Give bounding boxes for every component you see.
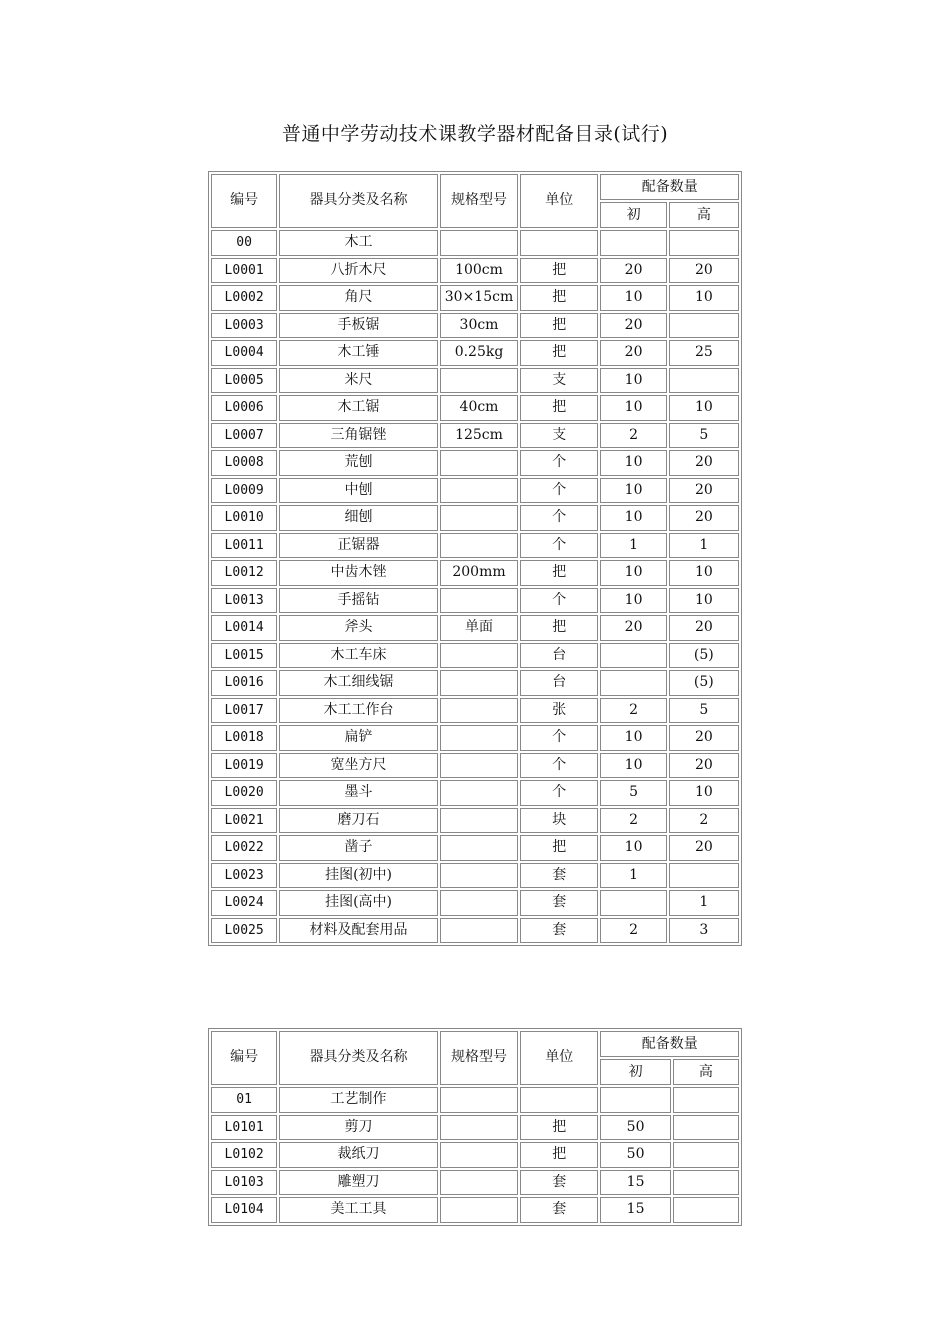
cell-unit: 台 — [520, 670, 598, 696]
cell-unit: 块 — [520, 808, 598, 834]
cell-name: 中齿木锉 — [279, 560, 438, 586]
cell-spec — [440, 698, 518, 724]
category-code: 00 — [211, 230, 277, 256]
cell-junior: 10 — [600, 505, 666, 531]
cell-unit: 把 — [520, 1142, 598, 1168]
cell-spec: 30×15cm — [440, 285, 518, 311]
table-row — [211, 368, 739, 394]
cell-code: L0012 — [211, 560, 277, 586]
cell-name: 木工锤 — [279, 340, 438, 366]
cell-junior: 5 — [600, 780, 666, 806]
cell-junior: 50 — [600, 1115, 670, 1141]
table-row — [211, 478, 739, 504]
table-row — [211, 258, 739, 284]
table-row — [211, 560, 739, 586]
table-row — [211, 615, 739, 641]
cell-code: L0020 — [211, 780, 277, 806]
cell-senior — [673, 1115, 739, 1141]
table-row — [211, 753, 739, 779]
cell-code: L0014 — [211, 615, 277, 641]
table-row — [211, 725, 739, 751]
cell-spec — [440, 505, 518, 531]
cell-junior — [600, 670, 666, 696]
cell-code: L0006 — [211, 395, 277, 421]
header-code: 编号 — [211, 1031, 277, 1085]
cell-junior: 10 — [600, 368, 666, 394]
cell-code: L0016 — [211, 670, 277, 696]
cell-spec — [440, 670, 518, 696]
cell-spec — [440, 918, 518, 944]
cell-spec — [440, 368, 518, 394]
cell-unit: 把 — [520, 313, 598, 339]
cell-code: L0004 — [211, 340, 277, 366]
cell-spec — [440, 1142, 518, 1168]
cell-unit: 把 — [520, 560, 598, 586]
table-row — [211, 450, 739, 476]
cell-senior: 20 — [669, 505, 739, 531]
cell-name: 美工工具 — [279, 1197, 438, 1223]
cell-code: L0001 — [211, 258, 277, 284]
cell-code: L0104 — [211, 1197, 277, 1223]
cell-unit: 个 — [520, 588, 598, 614]
cell-unit: 把 — [520, 340, 598, 366]
cell-name: 裁纸刀 — [279, 1142, 438, 1168]
cell-unit: 把 — [520, 395, 598, 421]
cell-code: L0015 — [211, 643, 277, 669]
cell-junior: 10 — [600, 395, 666, 421]
cell-senior: (5) — [669, 670, 739, 696]
cell-code: L0024 — [211, 890, 277, 916]
cell-junior: 1 — [600, 533, 666, 559]
cell-unit: 个 — [520, 450, 598, 476]
cell-spec: 125cm — [440, 423, 518, 449]
table-row — [211, 1115, 739, 1141]
cell-junior — [600, 890, 666, 916]
cell-senior: 10 — [669, 588, 739, 614]
cell-code: L0023 — [211, 863, 277, 889]
cell-code: L0005 — [211, 368, 277, 394]
cell-senior: 20 — [669, 615, 739, 641]
cell-junior: 10 — [600, 285, 666, 311]
cell-code: L0007 — [211, 423, 277, 449]
table-row — [211, 780, 739, 806]
cell-senior — [673, 1197, 739, 1223]
cell-senior: 10 — [669, 780, 739, 806]
cell-name: 木工车床 — [279, 643, 438, 669]
cell-code: L0103 — [211, 1170, 277, 1196]
category-senior — [673, 1087, 739, 1113]
cell-junior: 2 — [600, 698, 666, 724]
table-row — [211, 423, 739, 449]
cell-unit: 把 — [520, 615, 598, 641]
category-row — [211, 1087, 739, 1113]
cell-junior: 10 — [600, 560, 666, 586]
cell-unit: 个 — [520, 725, 598, 751]
cell-code: L0011 — [211, 533, 277, 559]
cell-junior: 2 — [600, 423, 666, 449]
cell-spec — [440, 643, 518, 669]
cell-name: 墨斗 — [279, 780, 438, 806]
cell-spec: 40cm — [440, 395, 518, 421]
table-row — [211, 670, 739, 696]
cell-unit: 套 — [520, 1197, 598, 1223]
table-row — [211, 395, 739, 421]
cell-senior: 20 — [669, 725, 739, 751]
header-senior: 高 — [673, 1059, 739, 1085]
cell-spec — [440, 863, 518, 889]
category-row — [211, 230, 739, 256]
cell-senior: 20 — [669, 450, 739, 476]
cell-senior: 20 — [669, 753, 739, 779]
equipment-table-crafts — [208, 1028, 742, 1226]
cell-unit: 个 — [520, 533, 598, 559]
cell-spec: 0.25kg — [440, 340, 518, 366]
cell-junior — [600, 643, 666, 669]
header-junior: 初 — [600, 202, 666, 228]
cell-name: 手摇钻 — [279, 588, 438, 614]
cell-code: L0025 — [211, 918, 277, 944]
cell-spec — [440, 1170, 518, 1196]
cell-code: L0013 — [211, 588, 277, 614]
cell-name: 剪刀 — [279, 1115, 438, 1141]
cell-senior: 10 — [669, 285, 739, 311]
table-row — [211, 313, 739, 339]
cell-spec: 30cm — [440, 313, 518, 339]
cell-senior: 3 — [669, 918, 739, 944]
cell-senior: 20 — [669, 835, 739, 861]
cell-senior — [669, 313, 739, 339]
cell-spec: 100cm — [440, 258, 518, 284]
category-name: 工艺制作 — [279, 1087, 438, 1113]
cell-spec — [440, 478, 518, 504]
cell-unit: 个 — [520, 505, 598, 531]
cell-junior: 10 — [600, 753, 666, 779]
table-row — [211, 643, 739, 669]
cell-senior — [673, 1142, 739, 1168]
cell-junior: 10 — [600, 450, 666, 476]
cell-junior: 15 — [600, 1197, 670, 1223]
cell-junior: 20 — [600, 258, 666, 284]
cell-junior: 2 — [600, 808, 666, 834]
cell-code: L0021 — [211, 808, 277, 834]
header-junior: 初 — [600, 1059, 670, 1085]
table-body-woodwork — [211, 230, 739, 943]
cell-spec — [440, 1197, 518, 1223]
cell-senior: 10 — [669, 395, 739, 421]
header-quantity: 配备数量 — [600, 174, 739, 200]
cell-senior — [673, 1170, 739, 1196]
cell-senior: 2 — [669, 808, 739, 834]
category-code: 01 — [211, 1087, 277, 1113]
cell-name: 角尺 — [279, 285, 438, 311]
cell-code: L0017 — [211, 698, 277, 724]
header-unit: 单位 — [520, 174, 598, 228]
cell-name: 凿子 — [279, 835, 438, 861]
cell-name: 木工细线锯 — [279, 670, 438, 696]
cell-code: L0101 — [211, 1115, 277, 1141]
cell-unit: 支 — [520, 423, 598, 449]
cell-junior: 20 — [600, 615, 666, 641]
cell-code: L0018 — [211, 725, 277, 751]
cell-name: 宽坐方尺 — [279, 753, 438, 779]
cell-spec — [440, 835, 518, 861]
cell-unit: 把 — [520, 285, 598, 311]
cell-senior: 20 — [669, 478, 739, 504]
cell-name: 三角锯锉 — [279, 423, 438, 449]
cell-unit: 个 — [520, 780, 598, 806]
cell-spec — [440, 808, 518, 834]
cell-unit: 把 — [520, 258, 598, 284]
table-row — [211, 588, 739, 614]
cell-spec: 200mm — [440, 560, 518, 586]
page-title: 普通中学劳动技术课教学器材配备目录(试行) — [281, 123, 669, 145]
cell-name: 磨刀石 — [279, 808, 438, 834]
header-name: 器具分类及名称 — [279, 174, 438, 228]
cell-unit: 张 — [520, 698, 598, 724]
cell-unit: 把 — [520, 1115, 598, 1141]
cell-unit: 套 — [520, 863, 598, 889]
cell-code: L0019 — [211, 753, 277, 779]
cell-code: L0102 — [211, 1142, 277, 1168]
cell-spec — [440, 725, 518, 751]
category-unit — [520, 1087, 598, 1113]
cell-unit: 套 — [520, 918, 598, 944]
table-row — [211, 863, 739, 889]
cell-name: 米尺 — [279, 368, 438, 394]
cell-name: 木工锯 — [279, 395, 438, 421]
cell-name: 细刨 — [279, 505, 438, 531]
header-senior: 高 — [669, 202, 739, 228]
cell-junior: 1 — [600, 863, 666, 889]
cell-junior: 15 — [600, 1170, 670, 1196]
cell-unit: 个 — [520, 478, 598, 504]
table-row — [211, 533, 739, 559]
cell-senior: 1 — [669, 533, 739, 559]
cell-unit: 台 — [520, 643, 598, 669]
header-code: 编号 — [211, 174, 277, 228]
cell-unit: 个 — [520, 753, 598, 779]
cell-name: 挂图(高中) — [279, 890, 438, 916]
cell-senior: 5 — [669, 423, 739, 449]
cell-spec — [440, 533, 518, 559]
cell-senior — [669, 863, 739, 889]
header-name: 器具分类及名称 — [279, 1031, 438, 1085]
cell-name: 斧头 — [279, 615, 438, 641]
cell-junior: 10 — [600, 588, 666, 614]
table-row — [211, 808, 739, 834]
cell-name: 中刨 — [279, 478, 438, 504]
header-quantity: 配备数量 — [600, 1031, 739, 1057]
cell-spec — [440, 753, 518, 779]
table-body-crafts — [211, 1087, 739, 1223]
cell-junior: 10 — [600, 725, 666, 751]
cell-senior: 5 — [669, 698, 739, 724]
cell-code: L0009 — [211, 478, 277, 504]
table-row — [211, 1142, 739, 1168]
cell-name: 扁铲 — [279, 725, 438, 751]
category-spec — [440, 230, 518, 256]
category-unit — [520, 230, 598, 256]
table-row — [211, 1170, 739, 1196]
cell-senior — [669, 368, 739, 394]
category-spec — [440, 1087, 518, 1113]
category-senior — [669, 230, 739, 256]
cell-spec — [440, 450, 518, 476]
header-spec: 规格型号 — [440, 1031, 518, 1085]
cell-unit: 套 — [520, 1170, 598, 1196]
table-row — [211, 918, 739, 944]
cell-junior: 10 — [600, 478, 666, 504]
cell-name: 木工工作台 — [279, 698, 438, 724]
cell-spec: 单面 — [440, 615, 518, 641]
cell-name: 材料及配套用品 — [279, 918, 438, 944]
header-spec: 规格型号 — [440, 174, 518, 228]
cell-unit: 支 — [520, 368, 598, 394]
cell-junior: 20 — [600, 313, 666, 339]
cell-senior: 10 — [669, 560, 739, 586]
table-row — [211, 890, 739, 916]
table-row — [211, 285, 739, 311]
cell-spec — [440, 588, 518, 614]
cell-name: 正锯器 — [279, 533, 438, 559]
cell-name: 手板锯 — [279, 313, 438, 339]
cell-junior: 2 — [600, 918, 666, 944]
cell-junior: 50 — [600, 1142, 670, 1168]
cell-name: 八折木尺 — [279, 258, 438, 284]
table-row — [211, 505, 739, 531]
cell-junior: 10 — [600, 835, 666, 861]
category-name: 木工 — [279, 230, 438, 256]
cell-code: L0003 — [211, 313, 277, 339]
cell-spec — [440, 890, 518, 916]
cell-code: L0008 — [211, 450, 277, 476]
header-unit: 单位 — [520, 1031, 598, 1085]
cell-name: 雕塑刀 — [279, 1170, 438, 1196]
table-row — [211, 835, 739, 861]
cell-name: 挂图(初中) — [279, 863, 438, 889]
table-row — [211, 1197, 739, 1223]
cell-senior: 25 — [669, 340, 739, 366]
cell-unit: 套 — [520, 890, 598, 916]
cell-spec — [440, 1115, 518, 1141]
cell-code: L0002 — [211, 285, 277, 311]
cell-code: L0010 — [211, 505, 277, 531]
cell-senior: 20 — [669, 258, 739, 284]
cell-senior: 1 — [669, 890, 739, 916]
cell-spec — [440, 780, 518, 806]
cell-junior: 20 — [600, 340, 666, 366]
cell-senior: (5) — [669, 643, 739, 669]
category-junior — [600, 230, 666, 256]
cell-name: 荒刨 — [279, 450, 438, 476]
table-row — [211, 698, 739, 724]
cell-code: L0022 — [211, 835, 277, 861]
table-row — [211, 340, 739, 366]
category-junior — [600, 1087, 670, 1113]
equipment-table-woodwork — [208, 171, 742, 946]
cell-unit: 把 — [520, 835, 598, 861]
